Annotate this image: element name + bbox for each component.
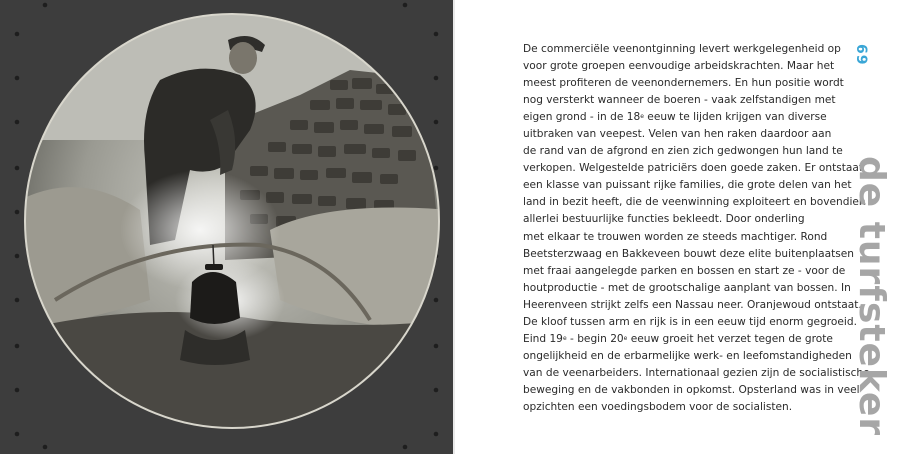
text-line <box>523 331 833 348</box>
text-line: ongelijkheid en de erbarmelijke werk- en leefomstandigheden <box>523 349 852 362</box>
text-line: nog versterkt wanneer de boeren - vaak zelfstandigen met <box>523 94 836 107</box>
superscript: e <box>623 334 628 342</box>
text-fragment: eeuw te lijden krijgen van diverse <box>643 111 827 124</box>
text-fragment: Eind 19 <box>523 332 563 345</box>
superscript: e <box>562 334 567 342</box>
text-line: voor grote groepen eenvoudige arbeidskrachten. Maar het <box>523 60 835 73</box>
text-line: uitbraken van veepest. Velen van hen raken daardoor aan <box>523 128 832 141</box>
photo-page <box>0 0 453 454</box>
page-number: 69 <box>853 44 869 66</box>
text-line: met fraai aangelegde parken en bossen en start ze - voor de <box>523 264 846 277</box>
text-line: land in bezit heeft, die de veenwinning exploiteert en bovendien <box>523 196 866 209</box>
text-line: De commerciële veenontginning levert werkgelegenheid op <box>523 43 841 55</box>
text-line: beweging en de vakbonden in opkomst. Opsterland was in veel <box>523 383 860 396</box>
chapter-title: de turfsteker <box>851 156 892 437</box>
text-fragment: eeuw groeit het verzet tegen de grote <box>627 332 833 345</box>
text-line: verkopen. Welgestelde patriciërs doen goede zaken. Er ontstaat <box>523 162 864 175</box>
text-line: een klasse van puissant rijke families, die grote delen van het <box>523 179 852 192</box>
text-line: houtproductie - met de grootschalige aanplant van bossen. In <box>523 281 851 294</box>
superscript: e <box>640 113 644 121</box>
text-line: Heerenveen strijkt zelfs een Nassau neer. Oranjewoud ontstaat. <box>523 298 862 311</box>
text-line: met elkaar te trouwen worden ze steeds machtiger. Rond <box>523 230 828 243</box>
text-line: opzichten een voedingsbodem voor de socialisten. <box>523 400 793 413</box>
text-line: de rand van de afgrond en zien zich gedwongen hun land te <box>523 145 843 158</box>
text-fragment: eigen grond - in de 18 <box>523 111 641 124</box>
text-fragment: - begin 20 <box>566 332 624 345</box>
text-line: allerlei bestuurlijke functies bekleedt. Door onderling <box>523 213 805 226</box>
text-line: van de veenarbeiders. Internationaal gezien zijn de socialistische <box>523 366 870 379</box>
text-line: De kloof tussen arm en rijk is in een eeuw tijd enorm gegroeid. <box>523 315 857 328</box>
text-page <box>455 0 907 454</box>
text-line: Beetsterzwaag en Bakkeveen bouwt deze elite buitenplaatsen <box>523 247 855 260</box>
photo-illustration <box>0 0 453 454</box>
text-line <box>523 109 833 126</box>
text-line: meest profiteren de veenondernemers. En hun positie wordt <box>523 77 844 90</box>
